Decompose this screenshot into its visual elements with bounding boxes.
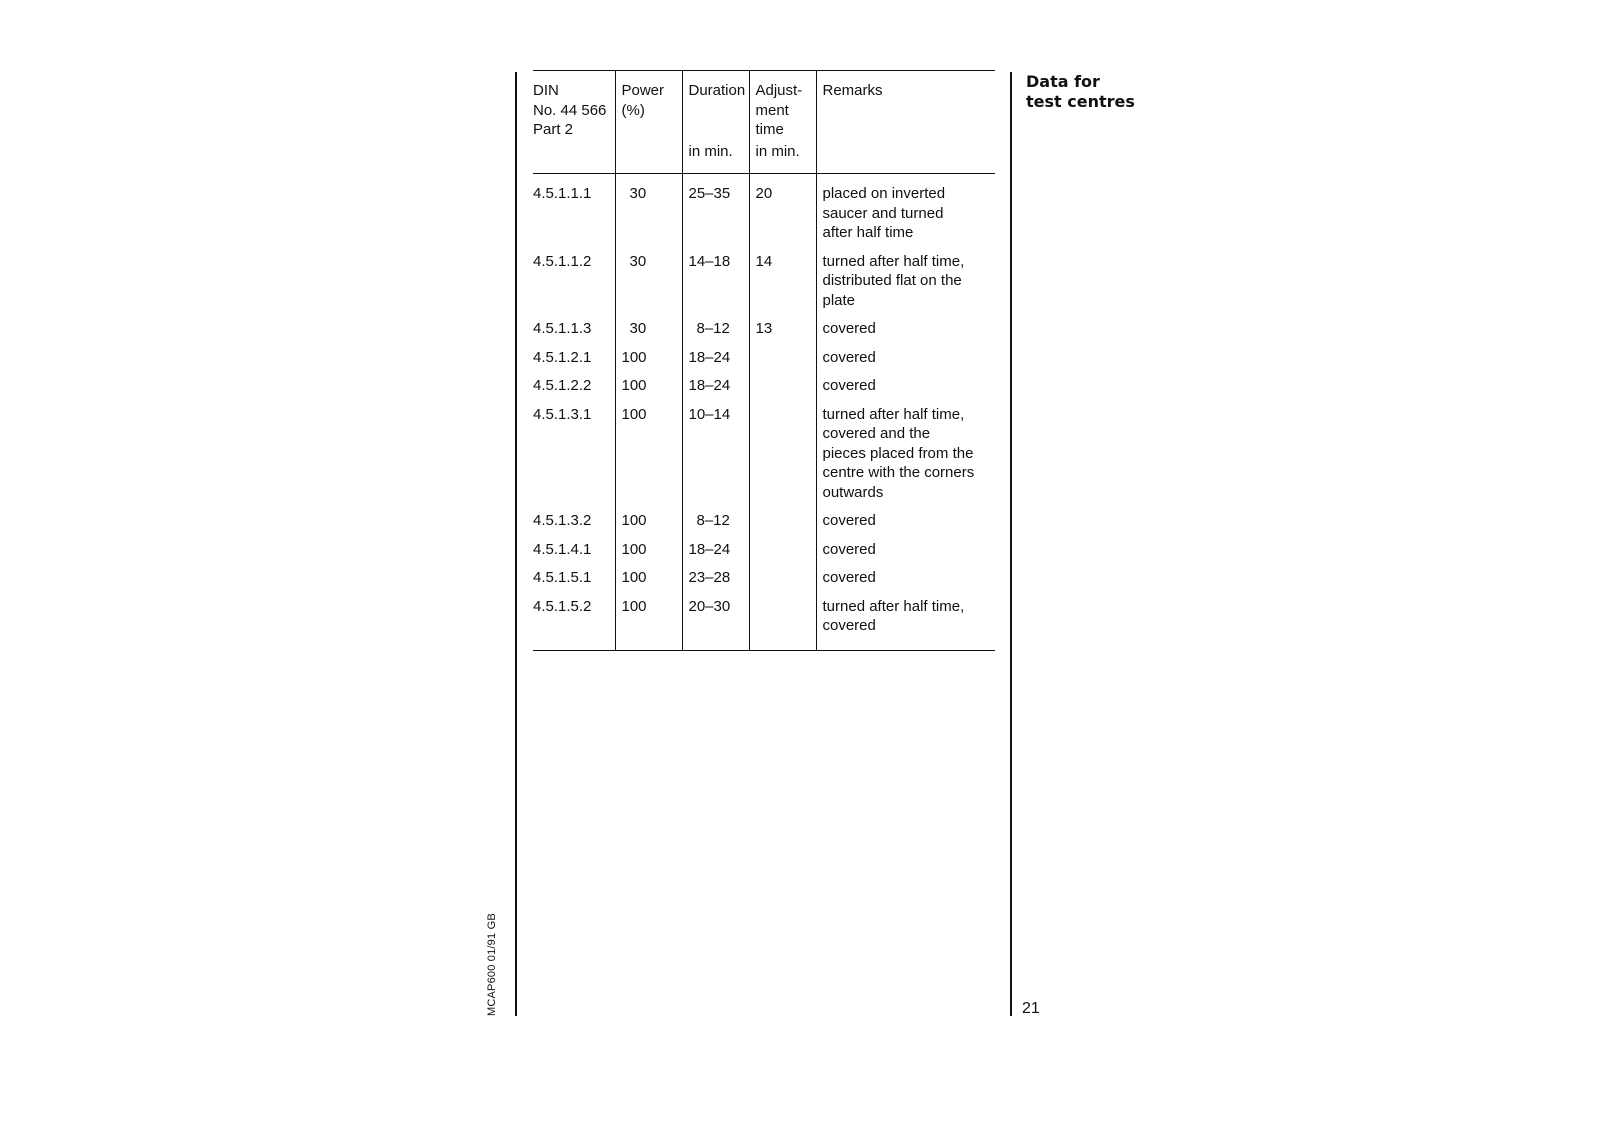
remarks-line: after half time	[822, 224, 914, 241]
adjustment-time-cell: 20	[749, 174, 816, 252]
din-cell: 4.5.1.1.2	[533, 252, 592, 270]
table-header	[533, 71, 995, 174]
adjustment-time-cell	[749, 405, 816, 512]
remarks-line: covered	[822, 569, 876, 586]
table-row	[533, 405, 995, 512]
table-row	[533, 252, 995, 320]
adjustment-time-cell	[749, 597, 816, 651]
power-cell: 100	[615, 568, 682, 597]
adjustment-time-cell	[749, 348, 816, 377]
power-cell: 100	[615, 376, 682, 405]
duration-cell: 18–24	[682, 376, 749, 405]
footer-document-code: MCAP600 01/91 GB	[486, 913, 498, 1016]
din-cell: 4.5.1.2.1	[533, 348, 592, 366]
test-data-table	[533, 70, 995, 651]
remarks-line: turned after half time,	[822, 405, 965, 423]
duration-cell: 18–24	[682, 348, 749, 377]
remarks-cell	[816, 511, 995, 540]
remarks-cell	[816, 252, 995, 320]
power-cell: 100	[615, 348, 682, 377]
power-header	[615, 71, 682, 174]
section-title-line-1: Data for	[1026, 72, 1100, 91]
adjustment-time-header-line: Adjust-	[755, 82, 803, 99]
duration-header-line: Duration	[688, 82, 746, 99]
power-cell: 30	[615, 252, 682, 320]
din-cell: 4.5.1.3.1	[533, 405, 592, 423]
table-row	[533, 174, 995, 252]
remarks-line: centre with the corners	[822, 464, 975, 481]
adjustment-time-cell	[749, 540, 816, 569]
adjustment-time-cell: 14	[749, 252, 816, 320]
remarks-line: pieces placed from the	[822, 444, 974, 462]
duration-cell: 18–24	[682, 540, 749, 569]
remarks-line: covered	[822, 540, 876, 558]
table-row	[533, 511, 995, 540]
duration-cell: 8–12	[682, 319, 749, 348]
duration-cell: 8–12	[682, 511, 749, 540]
din-cell: 4.5.1.2.2	[533, 377, 592, 394]
din-cell: 4.5.1.5.1	[533, 569, 592, 586]
adjustment-time-cell	[749, 568, 816, 597]
remarks-cell	[816, 405, 995, 512]
remarks-cell	[816, 319, 995, 348]
remarks-line: turned after half time,	[822, 252, 965, 270]
adjustment-time-cell	[749, 511, 816, 540]
remarks-line: plate	[822, 291, 856, 309]
din-header	[533, 71, 615, 174]
din-header-line: Part 2	[533, 121, 574, 138]
duration-cell: 25–35	[682, 174, 749, 252]
remarks-cell	[816, 597, 995, 651]
remarks-cell	[816, 540, 995, 569]
remarks-line: placed on inverted	[822, 185, 946, 202]
power-cell: 100	[615, 540, 682, 569]
adjustment-time-header-line: ment	[755, 101, 789, 119]
adjustment-time-header-unit: in min.	[755, 142, 800, 160]
power-cell: 100	[615, 597, 682, 651]
duration-cell: 14–18	[682, 252, 749, 320]
duration-header-unit: in min.	[688, 142, 733, 160]
adjustment-time-header-line: time	[755, 121, 784, 138]
power-cell: 30	[615, 174, 682, 252]
table-row	[533, 597, 995, 651]
remarks-line: distributed flat on the	[822, 272, 962, 289]
remarks-cell	[816, 348, 995, 377]
duration-cell: 23–28	[682, 568, 749, 597]
duration-cell: 10–14	[682, 405, 749, 512]
remarks-cell	[816, 376, 995, 405]
remarks-cell	[816, 174, 995, 252]
table-row	[533, 319, 995, 348]
din-cell: 4.5.1.3.2	[533, 512, 592, 529]
remarks-line: covered	[822, 320, 876, 337]
din-cell: 4.5.1.4.1	[533, 540, 592, 558]
right-margin-rule	[1010, 72, 1012, 1016]
din-header-line: No. 44 566	[533, 101, 607, 119]
adjustment-time-cell	[749, 376, 816, 405]
din-cell: 4.5.1.1.1	[533, 185, 592, 202]
remarks-line: covered	[822, 512, 876, 529]
power-header-line: (%)	[621, 101, 645, 119]
table-header-row	[533, 71, 995, 174]
power-cell: 100	[615, 405, 682, 512]
table-row	[533, 376, 995, 405]
duration-header	[682, 71, 749, 174]
din-cell: 4.5.1.1.3	[533, 320, 592, 337]
table-row	[533, 348, 995, 377]
remarks-header-line: Remarks	[822, 82, 883, 99]
remarks-line: outwards	[822, 483, 884, 501]
page-number: 21	[1022, 1000, 1040, 1017]
remarks-line: covered	[822, 617, 876, 634]
remarks-line: covered	[822, 348, 876, 366]
din-header-line: DIN	[533, 82, 559, 99]
remarks-line: covered	[822, 377, 876, 394]
adjustment-time-cell: 13	[749, 319, 816, 348]
duration-cell: 20–30	[682, 597, 749, 651]
table-body	[533, 174, 995, 651]
power-cell: 100	[615, 511, 682, 540]
power-cell: 30	[615, 319, 682, 348]
section-title	[1026, 72, 1135, 112]
power-header-line: Power	[621, 82, 665, 99]
left-margin-rule	[515, 72, 517, 1016]
remarks-line: saucer and turned	[822, 204, 944, 222]
remarks-line: covered and the	[822, 425, 931, 442]
adjustment-time-header	[749, 71, 816, 174]
remarks-line: turned after half time,	[822, 597, 965, 615]
table-row	[533, 568, 995, 597]
section-title-line-2: test centres	[1026, 92, 1135, 111]
table-row	[533, 540, 995, 569]
remarks-header	[816, 71, 995, 174]
remarks-cell	[816, 568, 995, 597]
din-cell: 4.5.1.5.2	[533, 597, 615, 651]
